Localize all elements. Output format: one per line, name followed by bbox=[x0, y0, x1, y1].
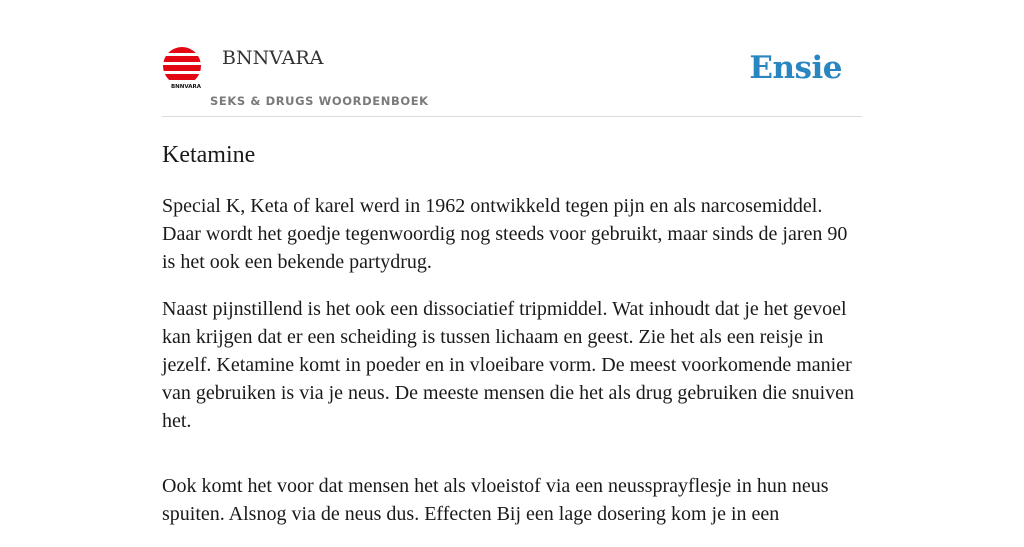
page-title: Ketamine bbox=[162, 142, 256, 168]
bnnvara-logo-mark bbox=[162, 46, 202, 90]
article-paragraph-3: Ook komt het voor dat mensen het als vloeistof via een neussprayflesje in hun neus spuiten. Alsnog via de neus dus. Effecten Bij een lage dosering kom je in een bbox=[162, 475, 829, 525]
article-paragraph-2: Naast pijnstillend is het ook een dissociatief tripmiddel. Wat inhoudt dat je het gevoel kan krijgen dat er een scheiding is tussen lichaam en geest. Zie het als een reisje in jezelf. Ketamine komt in poeder en in vloeibare vorm. De meest voorkomende manier van gebruiken is via je neus. De meeste mensen die het als drug gebruiken die snuiven het. bbox=[162, 298, 855, 432]
article bbox=[162, 140, 862, 547]
dictionary-subtitle[interactable]: SEKS & DRUGS WOORDENBOEK bbox=[210, 94, 429, 108]
article-paragraph-1: Special K, Keta of karel werd in 1962 ontwikkeld tegen pijn en als narcosemiddel. Daar wordt het goedje tegenwoordig nog steeds voor gebruikt, maar sinds de jaren 90 is het ook een bekende partydrug. bbox=[162, 195, 848, 273]
brand-name[interactable]: BNNVARA bbox=[222, 47, 324, 69]
logo-wordmark: BNNVARA bbox=[170, 84, 202, 90]
bnnvara-logo[interactable] bbox=[162, 46, 202, 90]
site-header bbox=[162, 40, 862, 117]
ensie-logo-link[interactable]: Ensie bbox=[749, 50, 842, 86]
